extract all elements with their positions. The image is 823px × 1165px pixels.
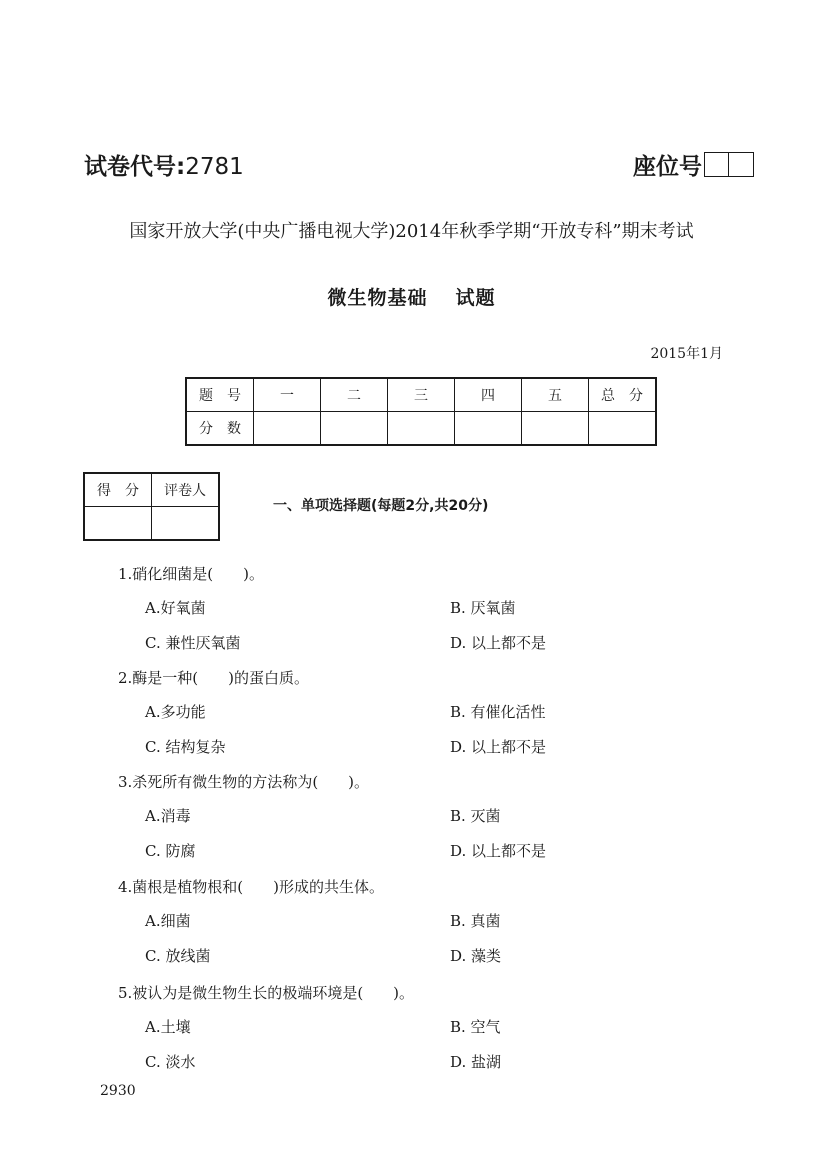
question-option: B. 空气 (450, 1018, 501, 1036)
exam-date: 2015年1月 (650, 346, 723, 362)
question-option: B. 真菌 (450, 912, 501, 930)
question-option: D. 盐湖 (450, 1053, 502, 1071)
seat-label: 座位号 (633, 154, 702, 180)
question-option: A.细菌 (145, 912, 191, 930)
seat-box (729, 152, 754, 177)
score-blank (254, 412, 321, 446)
score-blank (589, 412, 657, 446)
question-option: D. 以上都不是 (450, 842, 547, 860)
question-option: D. 以上都不是 (450, 634, 547, 652)
score-blank (321, 412, 388, 446)
grader-name-label: 评卷人 (152, 473, 220, 507)
score-cell: 四 (455, 378, 522, 412)
section-title: 一、单项选择题(每题2分,共20分) (273, 498, 489, 514)
exam-subject: 微生物基础 (327, 287, 428, 309)
score-row-label: 分 数 (186, 412, 254, 446)
score-cell: 题 号 (186, 378, 254, 412)
score-cell: 一 (254, 378, 321, 412)
grader-blank (152, 507, 220, 541)
score-blank (522, 412, 589, 446)
question-option: A.土壤 (145, 1018, 191, 1036)
question-option: B. 厌氧菌 (450, 599, 516, 617)
seat-boxes (704, 152, 754, 177)
grader-blank (84, 507, 152, 541)
score-blank (455, 412, 522, 446)
question-option: A.好氧菌 (145, 599, 206, 617)
question-option: D. 以上都不是 (450, 738, 547, 756)
paper-code (84, 148, 244, 181)
page-number: 2930 (100, 1083, 136, 1099)
question-option: C. 结构复杂 (145, 738, 226, 756)
score-cell: 三 (388, 378, 455, 412)
question-option: A.消毒 (145, 807, 191, 825)
question-option: A.多功能 (145, 703, 206, 721)
score-cell: 五 (522, 378, 589, 412)
question-option: C. 防腐 (145, 842, 196, 860)
grader-table (83, 472, 220, 541)
grader-score-label: 得 分 (84, 473, 152, 507)
paper-code-label: 试卷代号: (84, 154, 186, 180)
question-option: C. 淡水 (145, 1053, 196, 1071)
question-stem: 2.酶是一种( )的蛋白质。 (118, 669, 310, 687)
question-option: B. 灭菌 (450, 807, 501, 825)
score-table-header-row (186, 378, 656, 412)
paper-code-value: 2781 (185, 154, 244, 180)
question-option: C. 放线菌 (145, 947, 211, 965)
score-table (185, 377, 657, 446)
score-cell: 总 分 (589, 378, 657, 412)
seat-number (633, 148, 754, 181)
question-option: B. 有催化活性 (450, 703, 546, 721)
question-stem: 4.菌根是植物根和( )形成的共生体。 (118, 878, 385, 896)
score-table-value-row (186, 412, 656, 446)
question-stem: 1.硝化细菌是( )。 (118, 565, 265, 583)
exam-header: 国家开放大学(中央广播电视大学)2014年秋季学期“开放专科”期末考试 (129, 221, 694, 242)
score-blank (388, 412, 455, 446)
score-cell: 二 (321, 378, 388, 412)
question-stem: 5.被认为是微生物生长的极端环境是( )。 (118, 984, 415, 1002)
exam-title-suffix: 试题 (455, 287, 496, 309)
question-option: D. 藻类 (450, 947, 502, 965)
question-stem: 3.杀死所有微生物的方法称为( )。 (118, 773, 370, 791)
seat-box (704, 152, 729, 177)
exam-title (0, 283, 823, 310)
question-option: C. 兼性厌氧菌 (145, 634, 241, 652)
